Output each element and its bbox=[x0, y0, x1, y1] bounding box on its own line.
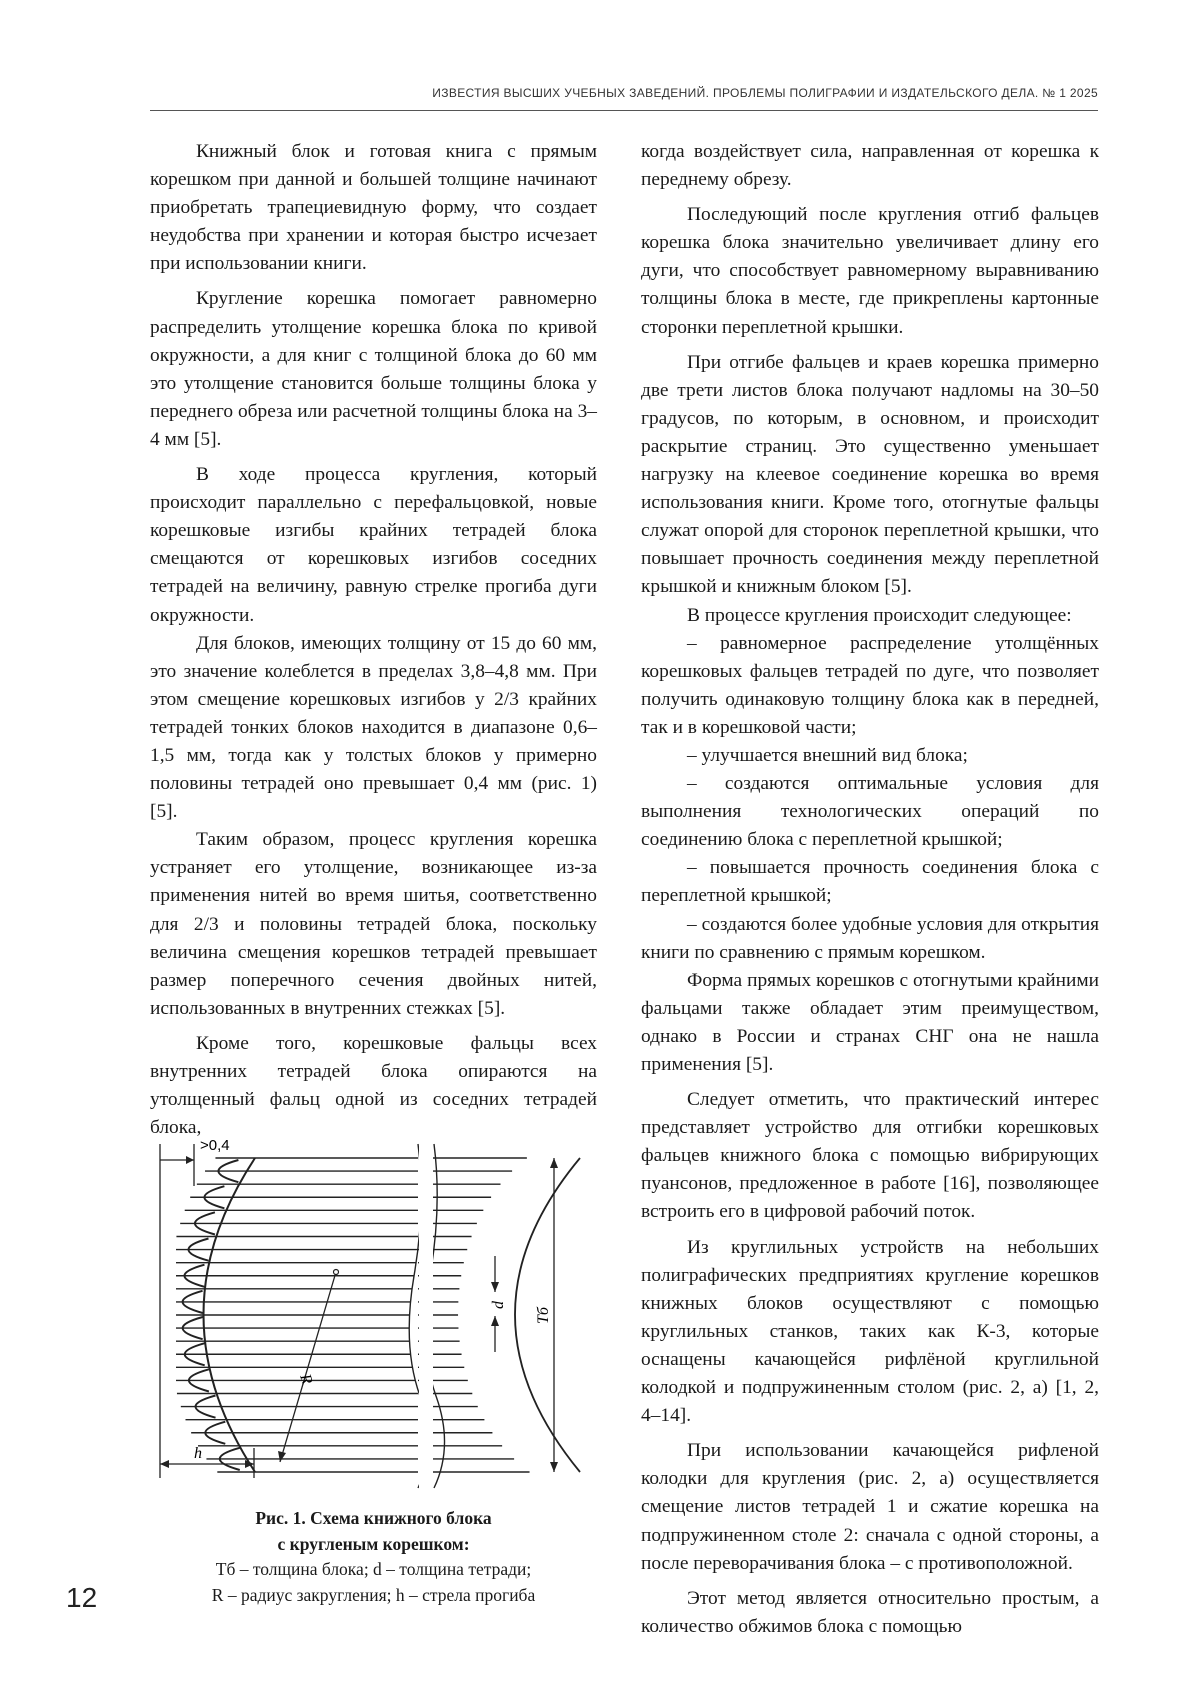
page-number: 12 bbox=[66, 1582, 98, 1613]
book-block-diagram bbox=[150, 1126, 597, 1496]
list-item: – улучшается внешний вид блока; bbox=[687, 744, 968, 766]
paragraph: Последующий после кругления отгиб фальцев корешка блока значительно увеличивает длину его дуги, что способствует равномерному выравниванию толщины блока в месте, где прикреплены картонные сторонки переплетной крышки. bbox=[641, 204, 1099, 338]
paragraph: Следует отметить, что практический интерес представляет устройство для отгибки корешковых фальцев книжного блока с помощью вибрирующих пуансонов, предложенное в работе [16], позволяющее встроить его в цифровой рабочий поток. bbox=[641, 1089, 1099, 1223]
paragraph: когда воздействует сила, направленная от корешка к переднему обрезу. bbox=[641, 141, 1099, 191]
arrow-icon bbox=[550, 1158, 558, 1168]
radius-label: R bbox=[296, 1371, 316, 1387]
arrow-icon bbox=[491, 1316, 499, 1326]
figure-1 bbox=[150, 1126, 597, 1496]
caption-legend: Tб – толщина блока; d – толщина тетради; bbox=[215, 1559, 532, 1579]
paragraph: При отгибе фальцев и краев корешка примерно две трети листов блока получают надломы на 30–50 градусов, по которым, в основном, и происходит раскрытие страниц. Это существенно уменьшает нагрузку на клеевое соединение корешка во время использования книги. Кроме того, отогнутые фальцы служат опорой для сторонок переплетной крышки, что повышает прочность соединения между переплетной крышкой и книжным блоком [5]. bbox=[641, 351, 1099, 598]
offset-label: >0,4 bbox=[200, 1137, 230, 1154]
paragraph: В процессе кругления происходит следующее: bbox=[687, 604, 1072, 626]
paragraph: Из круглильных устройств на небольших полиграфических предприятиях кругление корешков книжных блоков осуществляют с помощью круглильных станков, таких как К-3, которые оснащены качающейся рифлёной круглильной колодкой и подпружиненным столом (рис. 2, а) [1, 2, 4–14]. bbox=[641, 1236, 1099, 1427]
paragraph: Таким образом, процесс кругления корешка устраняет его утолщение, возникающее из-за применения нитей во время шитья, соответственно для 2/3 и половины тетрадей блока, поскольку величина смещения корешков тетрадей превышает размер поперечного сечения двойных нитей, использованных в внутренних стежках [5]. bbox=[150, 829, 597, 1019]
paragraph: В ходе процесса кругления, который происходит параллельно с перефальцовкой, новые корешковые изгибы крайних тетрадей блока смещаются от корешковых изгибов соседних тетрадей на величину, равную стрелке прогиба дуги окружности. bbox=[150, 464, 597, 626]
figure-caption bbox=[150, 1506, 597, 1608]
caption-title: Рис. 1. Схема книжного блока bbox=[255, 1508, 492, 1528]
arrow-icon bbox=[160, 1460, 169, 1468]
paragraph: Кроме того, корешковые фальцы всех внутренних тетрадей блока опираются на утолщенный фальц одной из соседних тетрадей блока, bbox=[150, 1032, 597, 1139]
arrow-icon bbox=[278, 1451, 286, 1462]
paragraph: При использовании качающейся рифленой колодки для кругления (рис. 2, а) осуществляется смещение листов тетрадей 1 и сжатие корешка на подпружиненном столе 2: сначала с одной стороны, а после переворачивания блока – с противоположной. bbox=[641, 1440, 1099, 1574]
thickness-label: Tб bbox=[535, 1307, 552, 1324]
header-rule bbox=[150, 110, 1098, 111]
paragraph: Кругление корешка помогает равномерно распределить утолщение корешка блока по кривой окружности, а для книг с толщиной блока до 60 мм это утолщение становится больше толщины блока у переднего обреза или расчетной толщины блока на 3–4 мм [5]. bbox=[150, 288, 597, 450]
list-item: – создаются оптимальные условия для выполнения технологических операций по соединению блока с переплетной крышкой; bbox=[641, 773, 1099, 851]
caption-title: с кругленым корешком: bbox=[277, 1533, 470, 1554]
paragraph: Этот метод является относительно простым, а количество обжимов блока с помощью bbox=[641, 1587, 1099, 1637]
arrow-icon bbox=[550, 1462, 558, 1472]
right-column bbox=[641, 138, 1099, 1641]
list-item: – повышается прочность соединения блока с переплетной крышкой; bbox=[641, 857, 1099, 907]
paragraph: Книжный блок и готовая книга с прямым корешком при данной и большей толщине начинают приобретать трапециевидную форму, что создает неудобства при хранении и которая быстро исчезает при использовании книги. bbox=[150, 141, 597, 275]
running-head: ИЗВЕСТИЯ ВЫСШИХ УЧЕБНЫХ ЗАВЕДЕНИЙ. ПРОБЛЕМЫ ПОЛИГРАФИИ И ИЗДАТЕЛЬСКОГО ДЕЛА. № 1 2025 bbox=[432, 86, 1098, 100]
list-item: – равномерное распределение утолщённых корешковых фальцев тетрадей по дуге, что позволяет получить одинаковую толщину блока как в передней, так и в корешковой части; bbox=[641, 632, 1099, 738]
caption-legend: R – радиус закругления; h – стрела прогиба bbox=[211, 1584, 536, 1605]
arrow-icon bbox=[491, 1282, 499, 1292]
signature-label: d bbox=[490, 1301, 507, 1309]
arrow-icon bbox=[186, 1156, 194, 1164]
sag-label: h bbox=[194, 1445, 202, 1462]
paragraph: Для блоков, имеющих толщину от 15 до 60 мм, это значение колеблется в пределах 3,8–4,8 мм. При этом смещение корешковых изгибов у 2/3 крайних тетрадей тонких блоков находится в диапазоне 0,6–1,5 мм, тогда как у толстых блоков у примерно половины тетрадей оно превышает 0,4 мм (рис. 1) [5]. bbox=[150, 632, 597, 823]
left-column bbox=[150, 138, 597, 1142]
paragraph: Форма прямых корешков с отогнутыми крайними фальцами также обладает этим преимуществом, однако в России и странах СНГ она не нашла применения [5]. bbox=[641, 969, 1099, 1075]
list-item: – создаются более удобные условия для открытия книги по сравнению с прямым корешком. bbox=[641, 913, 1099, 963]
